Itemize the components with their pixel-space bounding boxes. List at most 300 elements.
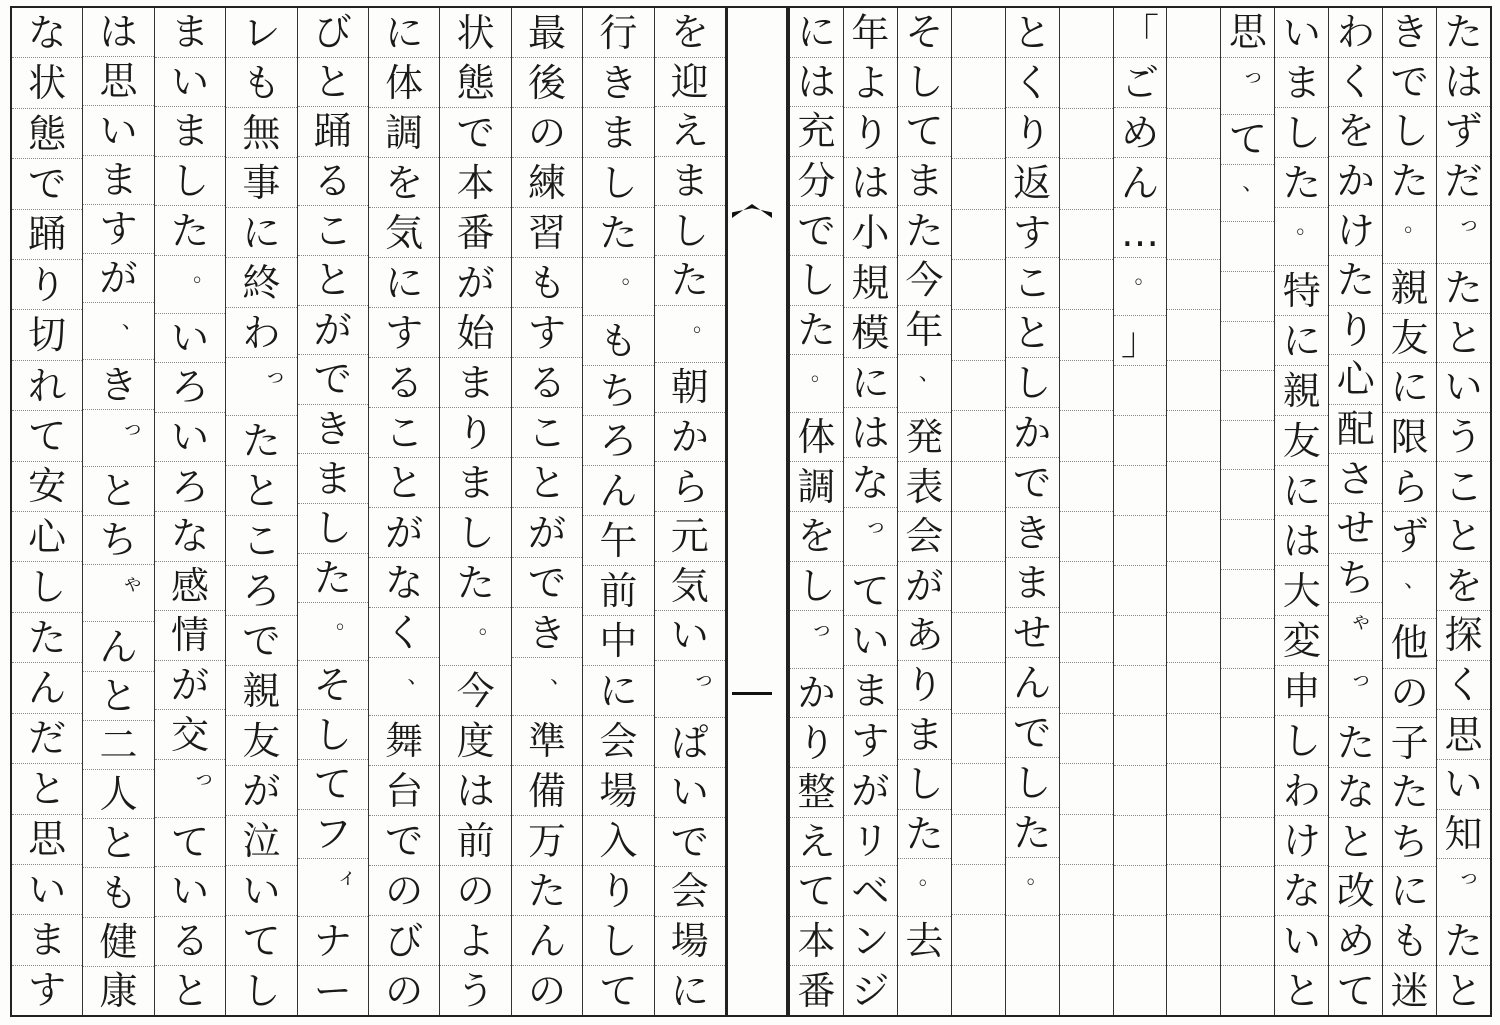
grid-square	[1221, 917, 1274, 967]
grid-square	[1060, 310, 1113, 360]
fold-mark-chevron	[732, 204, 772, 218]
grid-square: ご	[1114, 58, 1167, 108]
grid-square: 番	[797, 968, 836, 1013]
grid-square: 子	[1383, 718, 1436, 768]
grid-square	[1114, 416, 1167, 466]
grid-square: を	[1329, 107, 1382, 157]
grid-square: 今	[898, 256, 951, 306]
grid-square: く	[1006, 58, 1059, 108]
grid-square: ん	[83, 622, 153, 671]
grid-square: 特	[1275, 266, 1328, 316]
grid-square: の	[512, 108, 582, 158]
grid-square: は	[844, 408, 897, 458]
grid-square: て	[1336, 968, 1375, 1013]
grid-square: だ	[12, 714, 82, 764]
grid-square: 会	[898, 512, 951, 562]
grid-square: 始	[440, 308, 510, 358]
grid-square: 友	[1383, 314, 1436, 364]
grid-square	[1221, 421, 1274, 471]
grid-square: 」	[1114, 316, 1167, 366]
grid-square: 態	[12, 109, 82, 159]
grid-square	[952, 815, 1005, 865]
grid-square: 二	[83, 721, 153, 770]
grid-square: な	[155, 512, 225, 562]
grid-square: す	[844, 716, 897, 766]
grid-square: を	[655, 8, 725, 58]
grid-square: ち	[1329, 554, 1382, 604]
grid-square: し	[1275, 716, 1328, 766]
grid-square: 知	[1437, 810, 1490, 860]
grid-square: り	[12, 260, 82, 310]
grid-square: し	[583, 916, 653, 966]
grid-square: き	[583, 58, 653, 108]
grid-square: わ	[226, 308, 296, 358]
grid-square: り	[790, 718, 843, 768]
grid-square: ま	[155, 8, 225, 58]
grid-square: 後	[512, 58, 582, 108]
grid-square: ゃ	[83, 565, 153, 622]
grid-square: な	[1275, 866, 1328, 916]
grid-square: に	[226, 208, 296, 258]
grid-square: で	[512, 558, 582, 608]
grid-square: な	[369, 558, 439, 608]
grid-square: し	[583, 158, 653, 208]
grid-square: ち	[583, 366, 653, 416]
grid-square: 態	[440, 58, 510, 108]
grid-square: が	[83, 254, 153, 303]
grid-square: ま	[298, 454, 368, 504]
grid-square: ゃ	[1329, 603, 1382, 661]
grid-square	[952, 8, 1005, 58]
grid-square: ン	[844, 916, 897, 966]
grid-square: 、	[1383, 562, 1436, 620]
grid-square: け	[1329, 206, 1382, 256]
grid-square: ん	[512, 916, 582, 966]
grid-square: 終	[226, 258, 296, 308]
grid-square: な	[1329, 768, 1382, 818]
grid-square	[1221, 222, 1274, 272]
manuscript-column	[439, 8, 510, 1015]
grid-square	[1221, 867, 1274, 917]
grid-square: 去	[898, 917, 951, 967]
grid-square: り	[1006, 108, 1059, 158]
grid-square	[1167, 109, 1220, 159]
grid-square: と	[512, 458, 582, 508]
grid-square	[1060, 764, 1113, 814]
grid-square: 入	[583, 816, 653, 866]
grid-square: 。	[790, 355, 843, 413]
grid-square	[1167, 815, 1220, 865]
grid-square: 。	[440, 608, 510, 666]
grid-square: ん	[12, 663, 82, 713]
grid-square: も	[83, 868, 153, 917]
grid-square: 心	[12, 512, 82, 562]
grid-square: 調	[369, 108, 439, 158]
grid-square	[1221, 669, 1274, 719]
grid-square: こ	[369, 408, 439, 458]
grid-square: り	[1329, 306, 1382, 356]
grid-square: と	[1282, 968, 1321, 1013]
grid-square: し	[440, 508, 510, 558]
grid-square: ち	[1383, 818, 1436, 868]
grid-square	[952, 613, 1005, 663]
grid-square	[1060, 512, 1113, 562]
grid-square: る	[512, 358, 582, 408]
grid-square	[1114, 566, 1167, 616]
grid-square: 中	[583, 616, 653, 666]
grid-square	[1221, 322, 1274, 372]
grid-square: 。	[1275, 208, 1328, 266]
grid-square: し	[1006, 358, 1059, 408]
grid-square	[1221, 619, 1274, 669]
grid-square: い	[155, 314, 225, 364]
grid-square	[952, 462, 1005, 512]
grid-square: が	[226, 766, 296, 816]
grid-square: え	[655, 107, 725, 157]
grid-square: 。	[583, 258, 653, 316]
grid-square: に	[844, 358, 897, 408]
grid-square: で	[12, 159, 82, 209]
grid-square: 、	[1221, 165, 1274, 223]
grid-square: を	[790, 512, 843, 562]
grid-square: と	[226, 466, 296, 516]
manuscript-column	[511, 8, 582, 1015]
grid-square	[952, 411, 1005, 461]
grid-square	[898, 966, 951, 1015]
grid-square	[952, 159, 1005, 209]
grid-square: リ	[844, 816, 897, 866]
grid-square	[1060, 109, 1113, 159]
grid-square: の	[440, 866, 510, 916]
grid-square	[1060, 613, 1113, 663]
grid-square: 今	[440, 666, 510, 716]
grid-square: ま	[898, 157, 951, 207]
grid-square: っ	[1329, 661, 1382, 719]
grid-square: と	[1444, 968, 1483, 1013]
grid-square: 情	[155, 611, 225, 661]
grid-square	[1114, 966, 1167, 1015]
grid-square: い	[226, 866, 296, 916]
grid-square: に	[1275, 316, 1328, 366]
manuscript-column	[368, 8, 439, 1015]
grid-square: 親	[1383, 264, 1436, 314]
grid-square: 康	[99, 968, 138, 1013]
grid-square	[1060, 966, 1113, 1015]
grid-square: あ	[898, 611, 951, 661]
grid-square: た	[298, 554, 368, 604]
grid-square: 行	[583, 8, 653, 58]
grid-square: 改	[1329, 867, 1382, 917]
grid-square	[1114, 866, 1167, 916]
grid-square: 表	[898, 462, 951, 512]
manuscript-column	[1436, 8, 1490, 1015]
grid-square	[1114, 916, 1167, 966]
grid-square: い	[1437, 760, 1490, 810]
grid-square: 、	[512, 658, 582, 716]
grid-square: っ	[155, 760, 225, 818]
grid-square: い	[1275, 916, 1328, 966]
manuscript-column	[1166, 8, 1220, 1015]
grid-square: ま	[440, 458, 510, 508]
grid-square: し	[155, 157, 225, 207]
grid-square: 状	[12, 58, 82, 108]
grid-square: 。	[898, 859, 951, 917]
grid-square: た	[790, 306, 843, 356]
grid-square: 踊	[298, 107, 368, 157]
grid-square	[1221, 768, 1274, 818]
grid-square	[1221, 371, 1274, 421]
grid-square: か	[790, 669, 843, 719]
grid-square: わ	[1275, 766, 1328, 816]
grid-square: そ	[298, 661, 368, 711]
grid-square: い	[155, 867, 225, 917]
grid-square: 。	[1383, 206, 1436, 264]
grid-square: り	[898, 661, 951, 711]
grid-square	[1167, 915, 1220, 965]
grid-square: し	[12, 562, 82, 612]
grid-square	[1060, 663, 1113, 713]
grid-square	[952, 663, 1005, 713]
grid-square: で	[369, 816, 439, 866]
grid-square: こ	[1437, 462, 1490, 512]
grid-square: 小	[844, 208, 897, 258]
grid-square: き	[512, 608, 582, 658]
grid-square: し	[790, 256, 843, 306]
grid-square	[1060, 210, 1113, 260]
grid-square: に	[1275, 466, 1328, 516]
fold-mark-line	[732, 692, 772, 695]
grid-square: 調	[790, 462, 843, 512]
manuscript-column	[790, 8, 843, 1015]
grid-square: ん	[583, 466, 653, 516]
grid-square	[1060, 58, 1113, 108]
grid-square: る	[369, 358, 439, 408]
grid-square: し	[1006, 758, 1059, 808]
grid-square: す	[1006, 208, 1059, 258]
grid-square: は	[1275, 516, 1328, 566]
grid-square: 思	[12, 815, 82, 865]
grid-square: い	[655, 611, 725, 661]
grid-square: り	[844, 108, 897, 158]
grid-square: ち	[83, 516, 153, 565]
grid-square	[1167, 865, 1220, 915]
grid-square: 会	[583, 716, 653, 766]
grid-square: に	[670, 968, 709, 1013]
grid-square: い	[83, 106, 153, 155]
grid-square: っ	[1437, 206, 1490, 264]
grid-square: が	[844, 766, 897, 816]
manuscript-sheet-right	[788, 6, 1492, 1017]
grid-square: 番	[440, 208, 510, 258]
grid-square	[1167, 462, 1220, 512]
grid-square: し	[655, 206, 725, 256]
grid-square	[1060, 361, 1113, 411]
grid-square: せ	[1006, 608, 1059, 658]
grid-square: き	[1006, 508, 1059, 558]
grid-square: も	[226, 58, 296, 108]
grid-square: に	[790, 8, 843, 58]
grid-square: は	[790, 58, 843, 108]
grid-square: 備	[512, 766, 582, 816]
grid-square: ろ	[155, 462, 225, 512]
grid-square: て	[226, 916, 296, 966]
grid-square: ろ	[226, 566, 296, 616]
grid-square: び	[369, 916, 439, 966]
grid-square	[1167, 260, 1220, 310]
grid-square: ま	[898, 710, 951, 760]
grid-square: 充	[790, 107, 843, 157]
grid-square: す	[28, 968, 67, 1013]
grid-square: ま	[1275, 58, 1328, 108]
grid-square	[1114, 766, 1167, 816]
grid-square	[1006, 966, 1059, 1015]
grid-square: ま	[12, 915, 82, 965]
grid-square	[952, 310, 1005, 360]
grid-square	[1060, 411, 1113, 461]
grid-square: 事	[226, 158, 296, 208]
grid-square	[1114, 516, 1167, 566]
grid-square: て	[298, 760, 368, 810]
grid-square: よ	[440, 916, 510, 966]
grid-square	[1167, 714, 1220, 764]
grid-square: し	[1275, 108, 1328, 158]
grid-square: 思	[1437, 710, 1490, 760]
grid-square	[952, 210, 1005, 260]
grid-square	[1167, 512, 1220, 562]
grid-square: 踊	[12, 210, 82, 260]
grid-square	[952, 361, 1005, 411]
grid-square: 親	[1275, 366, 1328, 416]
manuscript-column	[1005, 8, 1059, 1015]
grid-square: の	[385, 968, 424, 1013]
grid-square: く	[1329, 58, 1382, 108]
grid-square: る	[298, 157, 368, 207]
grid-square: ま	[1006, 558, 1059, 608]
grid-square: を	[1437, 562, 1490, 612]
manuscript-column	[1059, 8, 1113, 1015]
grid-square: 習	[512, 208, 582, 258]
grid-square: 迎	[655, 58, 725, 108]
grid-square: が	[369, 508, 439, 558]
grid-square: さ	[1329, 454, 1382, 504]
grid-square	[952, 714, 1005, 764]
grid-square: 本	[440, 158, 510, 208]
grid-square: 準	[512, 716, 582, 766]
grid-square	[952, 260, 1005, 310]
grid-square: は	[440, 766, 510, 816]
grid-square: に	[369, 8, 439, 58]
grid-square	[1060, 8, 1113, 58]
grid-square: ま	[155, 107, 225, 157]
grid-square: た	[1437, 917, 1490, 967]
manuscript-column	[297, 8, 368, 1015]
grid-square: ら	[655, 462, 725, 512]
center-gutter	[726, 6, 788, 1017]
grid-square: う	[1437, 413, 1490, 463]
grid-square: と	[83, 467, 153, 516]
grid-square	[1060, 462, 1113, 512]
grid-square: し	[898, 760, 951, 810]
grid-square: た	[155, 206, 225, 256]
grid-square: に	[369, 258, 439, 308]
grid-square	[1221, 520, 1274, 570]
grid-square: し	[790, 562, 843, 612]
grid-square: こ	[298, 206, 368, 256]
manuscript-column	[654, 8, 725, 1015]
grid-square	[1114, 666, 1167, 716]
grid-square: と	[83, 819, 153, 868]
grid-square: と	[1437, 512, 1490, 562]
grid-square: も	[583, 316, 653, 366]
manuscript-column	[843, 8, 897, 1015]
grid-square: た	[226, 416, 296, 466]
grid-square: と	[298, 58, 368, 108]
grid-square: た	[583, 208, 653, 258]
manuscript-column	[1274, 8, 1328, 1015]
grid-square: よ	[844, 58, 897, 108]
manuscript-column	[12, 8, 82, 1015]
grid-square: い	[12, 865, 82, 915]
grid-square: 模	[844, 308, 897, 358]
grid-square	[1060, 562, 1113, 612]
manuscript-column	[1220, 8, 1274, 1015]
grid-square	[1167, 361, 1220, 411]
grid-square	[1167, 159, 1220, 209]
grid-square	[1167, 966, 1220, 1015]
grid-square: 交	[155, 710, 225, 760]
grid-square: 年	[898, 306, 951, 356]
grid-square: 人	[83, 770, 153, 819]
grid-square: が	[512, 508, 582, 558]
grid-square: に	[583, 666, 653, 716]
grid-square	[1167, 663, 1220, 713]
grid-square: は	[1437, 58, 1490, 108]
grid-square: 友	[226, 716, 296, 766]
grid-square	[1060, 865, 1113, 915]
grid-square: た	[1383, 157, 1436, 207]
manuscript-column	[154, 8, 225, 1015]
grid-square: た	[1329, 718, 1382, 768]
manuscript-column	[897, 8, 951, 1015]
grid-square: て	[898, 107, 951, 157]
grid-square: う	[456, 968, 495, 1013]
grid-square: で	[790, 206, 843, 256]
grid-square: で	[1006, 708, 1059, 758]
grid-square: い	[844, 616, 897, 666]
grid-square: て	[599, 968, 638, 1013]
grid-square: ま	[655, 157, 725, 207]
grid-square: ナ	[298, 917, 368, 967]
grid-square: た	[12, 613, 82, 663]
grid-square: …	[1114, 208, 1167, 258]
grid-square: た	[655, 256, 725, 306]
grid-square: 申	[1275, 666, 1328, 716]
grid-square: て	[12, 411, 82, 461]
grid-square: ん	[1114, 158, 1167, 208]
grid-square: め	[1114, 108, 1167, 158]
grid-square	[1006, 916, 1059, 966]
grid-square: と	[1006, 308, 1059, 358]
grid-square: で	[226, 616, 296, 666]
grid-square: き	[83, 360, 153, 409]
grid-square	[1221, 818, 1274, 868]
grid-square: び	[298, 8, 368, 58]
grid-square: 友	[1275, 416, 1328, 466]
grid-square: 無	[226, 108, 296, 158]
grid-square: 他	[1383, 619, 1436, 669]
grid-square	[952, 915, 1005, 965]
grid-square: 舞	[369, 716, 439, 766]
